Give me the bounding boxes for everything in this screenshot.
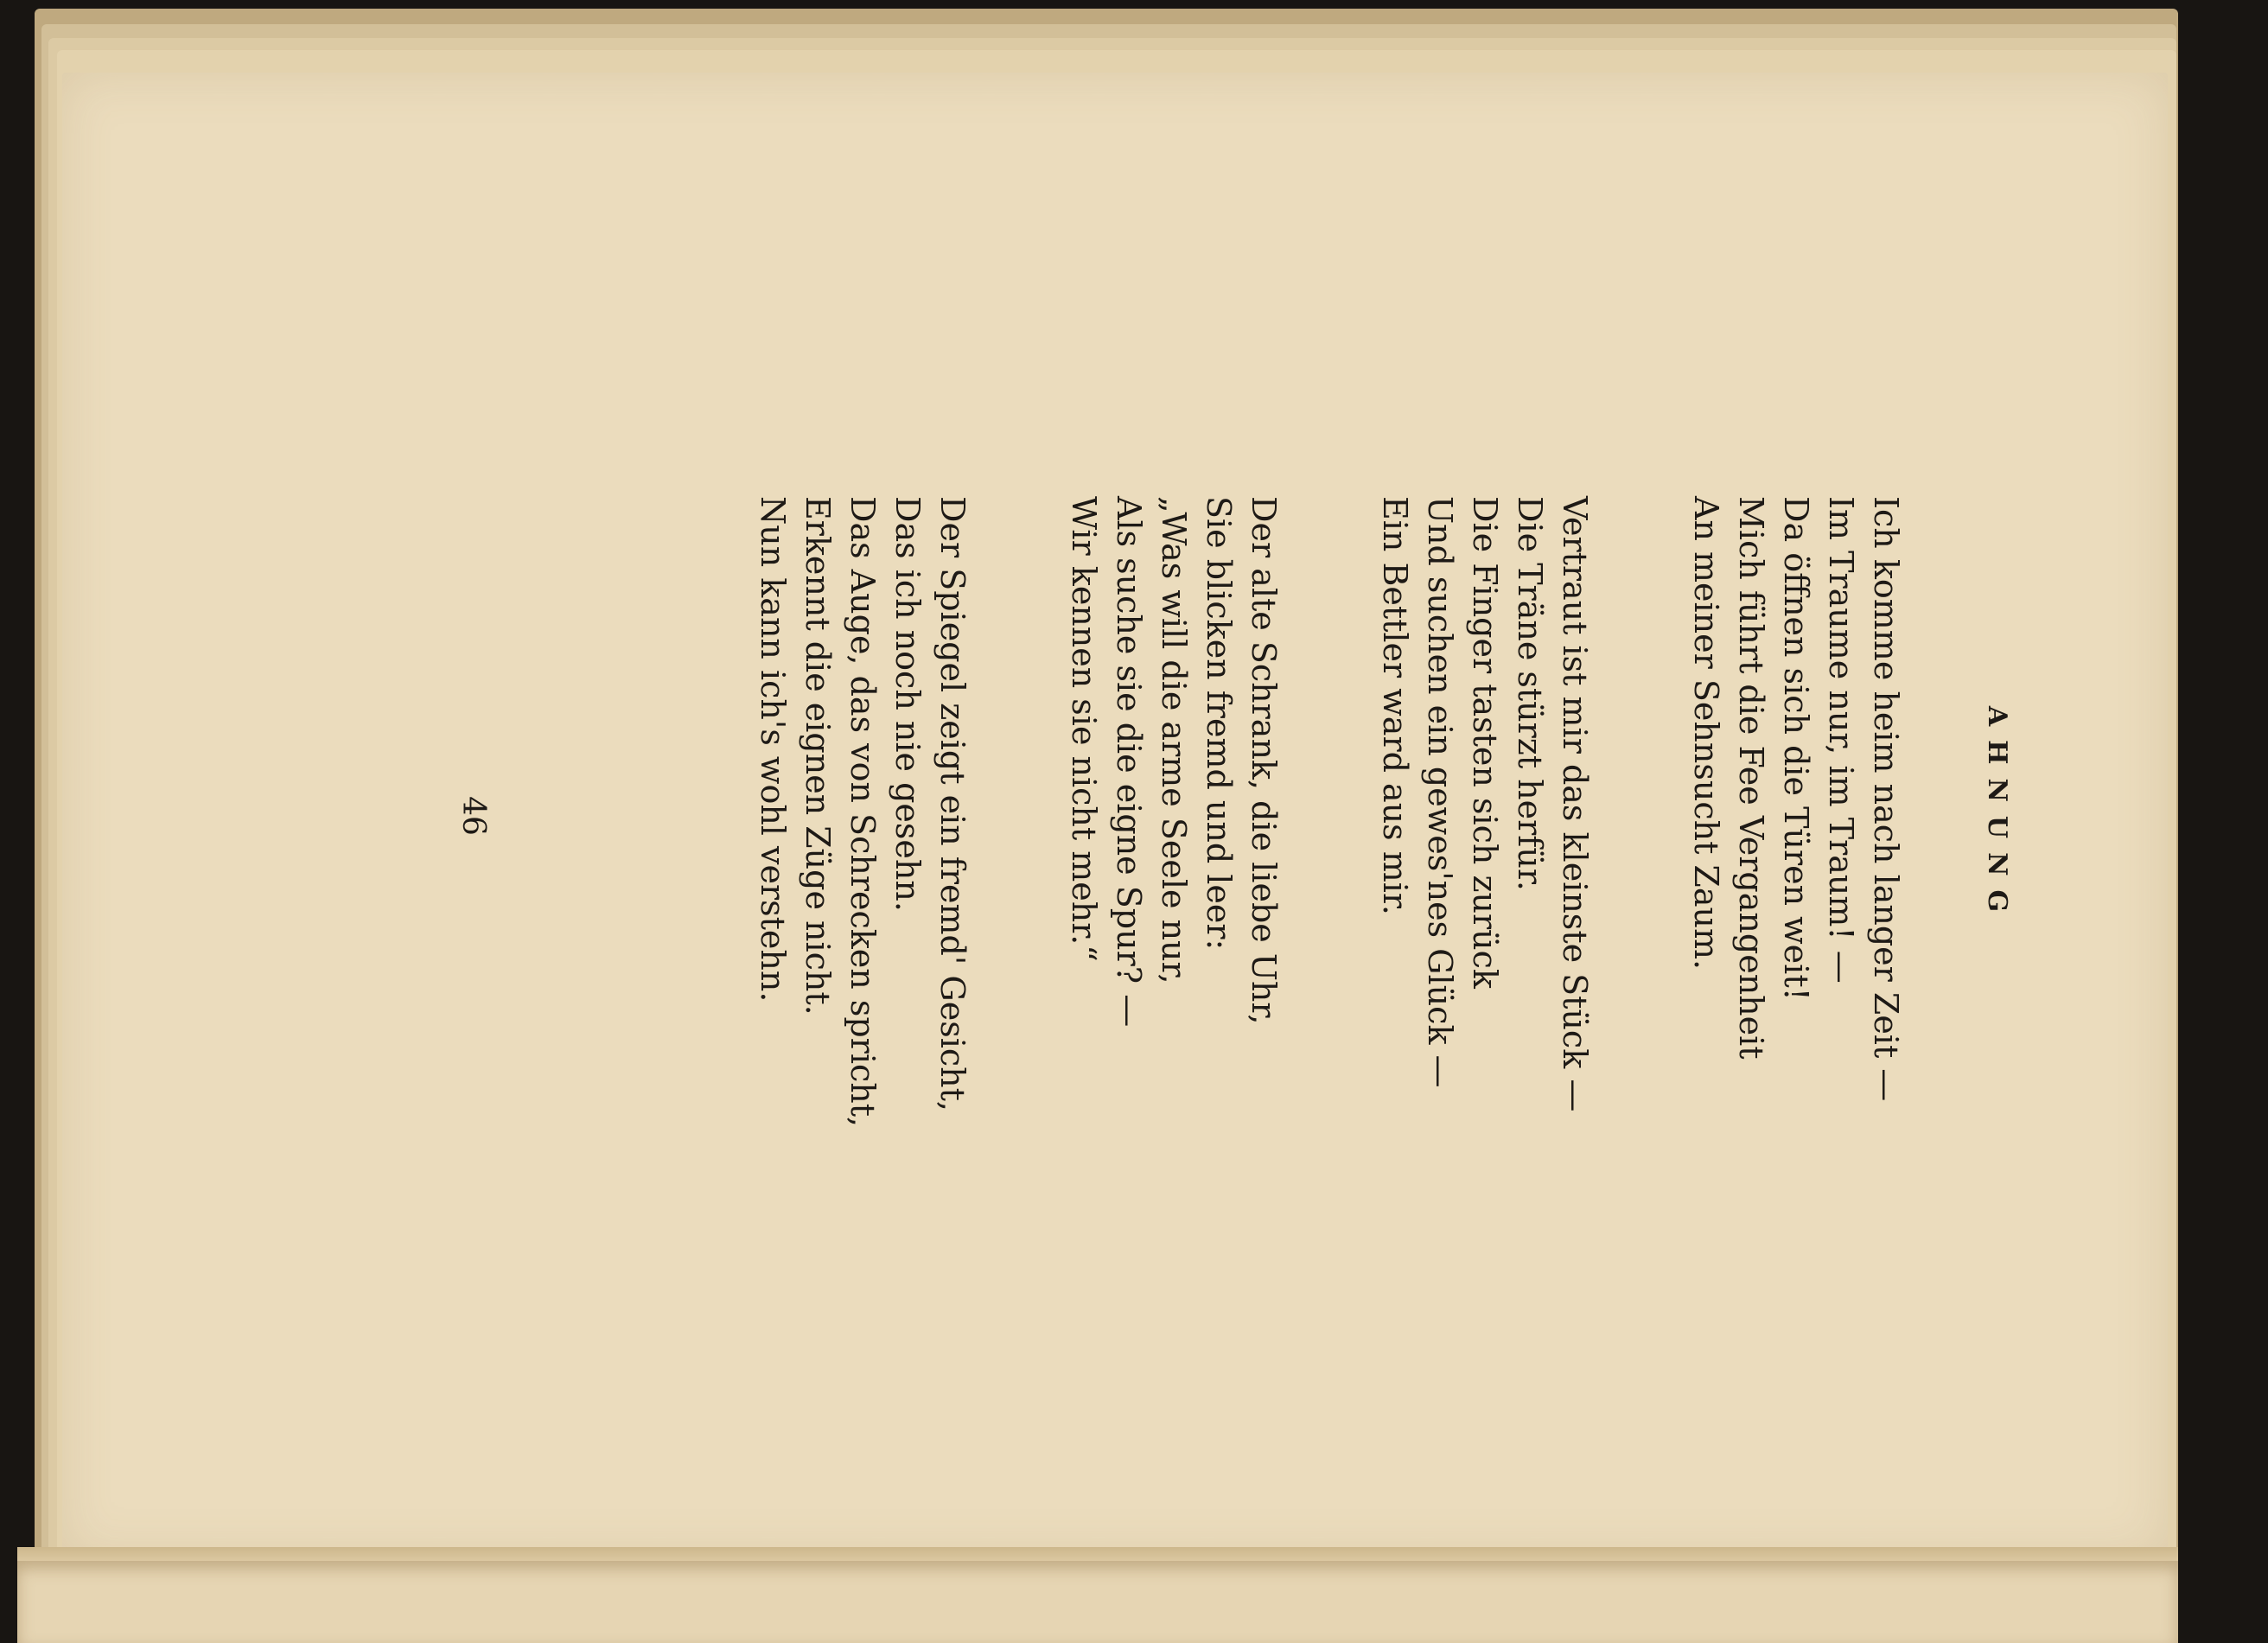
stanza (1684, 496, 1908, 1101)
poem-line: Die Finger tasten sich zurück (1466, 496, 1504, 989)
poem-line: An meiner Sehnsucht Zaum. (1687, 496, 1725, 971)
poem-line: Das ich noch nie gesehn. (889, 496, 927, 912)
stanza (1373, 496, 1597, 1111)
poem-line: Im Traume nur, im Traum! — (1822, 496, 1860, 984)
poem-line: Ein Bettler ward aus mir. (1376, 496, 1414, 916)
poem-line: Die Träne stürzt herfür. (1511, 496, 1549, 891)
stanza (1061, 496, 1286, 1027)
page-number: 46 (456, 796, 491, 836)
poem-line: Wir kennen sie nicht mehr.“ (1065, 496, 1103, 962)
poem-line: Erkennt die eignen Züge nicht. (799, 496, 837, 1016)
page-text-rotated (62, 73, 2168, 1559)
poem-line: Da öffnen sich die Türen weit! (1777, 496, 1815, 1001)
poem-line: Mich führt die Fee Vergangenheit (1732, 496, 1770, 1060)
poem-line: Nun kann ich's wohl verstehn. (754, 496, 792, 1003)
poem-line: Das Auge, das von Schrecken spricht, (844, 496, 882, 1128)
facing-page-edge (17, 1561, 2178, 1643)
poem-line: Der Spiegel zeigt ein fremd' Gesicht, (933, 496, 972, 1111)
poem-line: „Was will die arme Seele nur, (1155, 496, 1193, 984)
poem-line: Vertraut ist mir das kleinste Stück — (1556, 496, 1594, 1112)
poem-line: Sie blicken fremd und leer: (1200, 496, 1238, 951)
poem-line: Der alte Schrank, die liebe Uhr, (1245, 496, 1283, 1025)
poem-line: Ich komme heim nach langer Zeit — (1867, 496, 1905, 1102)
stanza (750, 496, 975, 1127)
poem-title: AHNUNG (1982, 705, 2012, 927)
poem-line: Und suchen ein gewes'nes Glück — (1421, 496, 1459, 1088)
poem-line: Als suche sie die eigne Spur? — (1110, 496, 1148, 1028)
